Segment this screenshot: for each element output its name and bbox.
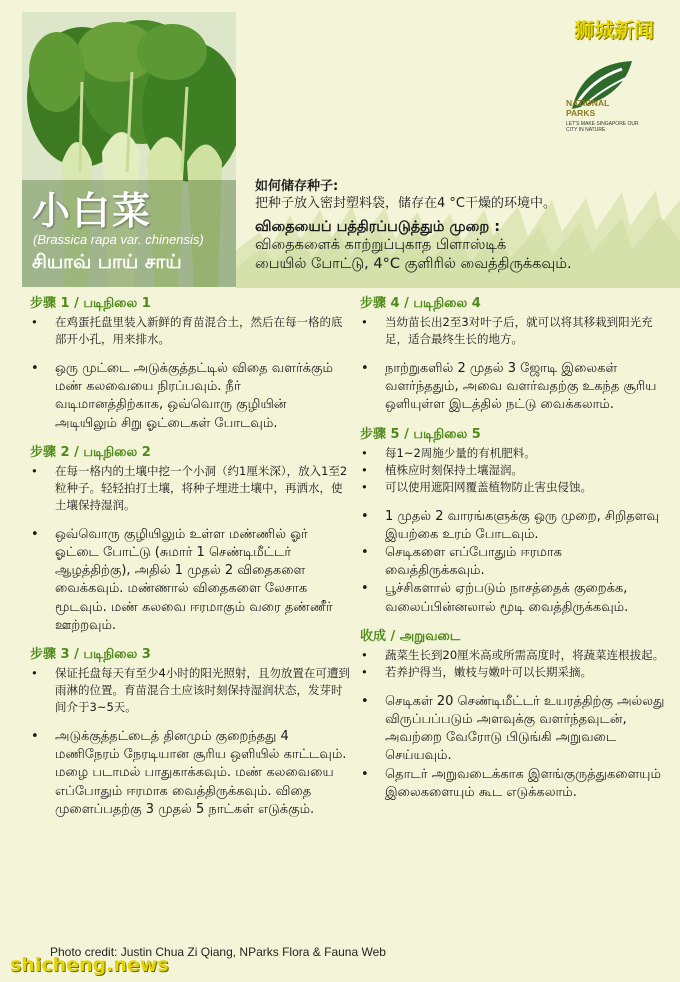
photo-credit: Photo credit: Justin Chua Zi Qiang, NParks Flora & Fauna Web [50,945,386,959]
storage-heading-ta: விதையைப் பத்திரப்படுத்தும் முறை : [255,219,501,235]
storage-text-ta-line1: விதைகளைக் காற்றுப்புகாத பிளாஸ்டிக் [255,237,507,253]
list-item: • 若养护得当，嫩枝与嫩叶可以长期采摘。 [360,664,665,681]
list-item: • செடிகள் 20 செண்டிமீட்டர் உயரத்திற்கு அல்லது விருப்பப்படும் அளவுக்கு வளர்ந்தவுடன், அவற்றை வேரோடு பிடுங்கி அறுவடை செய்யவும். [360,693,665,766]
list-item: • ஒரு முட்டை அடுக்குத்தட்டில் விதை வளர்க்கும் மண் கலவையை நிரப்பவும். நீர் வடிமானத்திற்காக, ஒவ்வொரு குழியின் அடியிலும் சிறு ஓட்டைகள் போடவும். [30,360,352,433]
list-item: • 1 முதல் 2 வாரங்களுக்கு ஒரு முறை, சிறிதளவு இயற்கை உரம் போடவும். [360,508,665,544]
list-item: • 保证托盘每天有至少4小时的阳光照射，且勿放置在可遭到雨淋的位置。育苗混合土应该时刻保持湿润状态，发芽时间介于3~5天。 [30,665,352,716]
left-column [30,296,352,831]
title-chinese: 小白菜 [32,189,153,233]
list-item: • 在鸡蛋托盘里装入新鲜的育苗混合土，然后在每一格的底部开小孔，用来排水。 [30,314,352,348]
step-heading: 收成 / அறுவடை [360,628,461,644]
seed-storage-section [255,178,665,274]
right-column [360,296,665,814]
step-3 [30,647,352,819]
list-item: • 当幼苗长出2至3对叶子后，就可以将其移栽到阳光充足，适合最终生长的地方。 [360,314,665,348]
storage-text-ta-line2: பையில் போட்டு, 4°C குளிரில் வைத்திருக்கவும். [255,256,572,272]
storage-text-zh: 把种子放入密封塑料袋，储存在4 °C干燥的环境中。 [255,196,556,211]
title-tamil: சியாவ் பாய் சாய் [32,251,182,273]
list-item: • 蔬菜生长到20厘米高或所需高度时，将蔬菜连根拔起。 [360,647,665,664]
list-item: • 可以使用遮阳网覆盖植物防止害虫侵蚀。 [360,479,665,496]
harvest-step [360,629,665,802]
step-heading: 步骤 2 / படிநிலை 2 [30,444,151,460]
watermark-top: 狮城新闻 [574,18,654,42]
step-5 [360,427,665,617]
watermark-bottom: shicheng.news [10,954,169,976]
list-item: • அடுக்குத்தட்டைத் தினமும் குறைந்தது 4 மணிநேரம் நேரடியான சூரிய ஒளியில் காட்டவும். மழை படாமல் பாதுகாக்கவும். மண் கலவையை எப்போதும் ஈரமாக வைத்திருக்கவும். விதை முளைப்பதற்கு 3 முதல் 5 நாட்கள் எடுக்கும். [30,728,352,819]
list-item: • ஒவ்வொரு குழியிலும் உள்ள மண்ணில் ஓர் ஓட்டை போட்டு (சுமார் 1 செண்டிமீட்டர் ஆழத்திற்கு), அதில் 1 முதல் 2 விதைகளை வைக்கவும். மண்ணால் விதைகளை லேசாக மூடவும். மண் கலவை ஈரமாகும் வரை தண்ணீர் ஊற்றவும். [30,526,352,635]
title-scientific: (Brassica rapa var. chinensis) [33,232,204,247]
instructions-body [0,288,680,982]
list-item: • நாற்றுகளில் 2 முதல் 3 ஜோடி இலைகள் வளர்ந்ததும், அவை வளர்வதற்கு உகந்த சூரிய ஒளியுள்ள இடத்தில் நட்டு வைக்கலாம். [360,360,665,415]
header-banner [0,0,680,288]
step-heading: 步骤 1 / படிநிலை 1 [30,296,151,311]
step-heading: 步骤 5 / படிநிலை 5 [360,426,481,442]
step-2 [30,445,352,635]
list-item: • பூச்சிகளால் ஏற்படும் நாசத்தைக் குறைக்க, வலைப்பின்னலால் மூடி வைத்திருக்கவும். [360,580,665,616]
logo-name-line1: NATIONAL [566,98,610,108]
list-item: • 每1~2周施少量的有机肥料。 [360,445,665,462]
step-1 [30,296,352,433]
list-item: • செடிகளை எப்போதும் ஈரமாக வைத்திருக்கவும். [360,544,665,580]
list-item: • 在每一格内的土壤中挖一个小洞（约1厘米深），放入1至2粒种子。轻轻拍打土壤，将种子埋进土壤中，再洒水，使土壤保持湿润。 [30,463,352,514]
storage-heading-zh: 如何储存种子: [255,179,339,194]
step-heading: 步骤 4 / படிநிலை 4 [360,296,481,311]
logo-name-line2: PARKS [566,108,596,118]
nparks-logo-text [566,98,609,118]
list-item: • தொடர் அறுவடைக்காக இளங்குருத்துகளையும் இலைகளையும் கூட எடுக்கலாம். [360,766,665,802]
step-4 [360,296,665,415]
logo-tagline: LET'S MAKE SINGAPORE OUR CITY IN NATURE [566,121,639,133]
list-item: • 植株应时刻保持土壤湿润。 [360,462,665,479]
step-heading: 步骤 3 / படிநிலை 3 [30,647,151,663]
